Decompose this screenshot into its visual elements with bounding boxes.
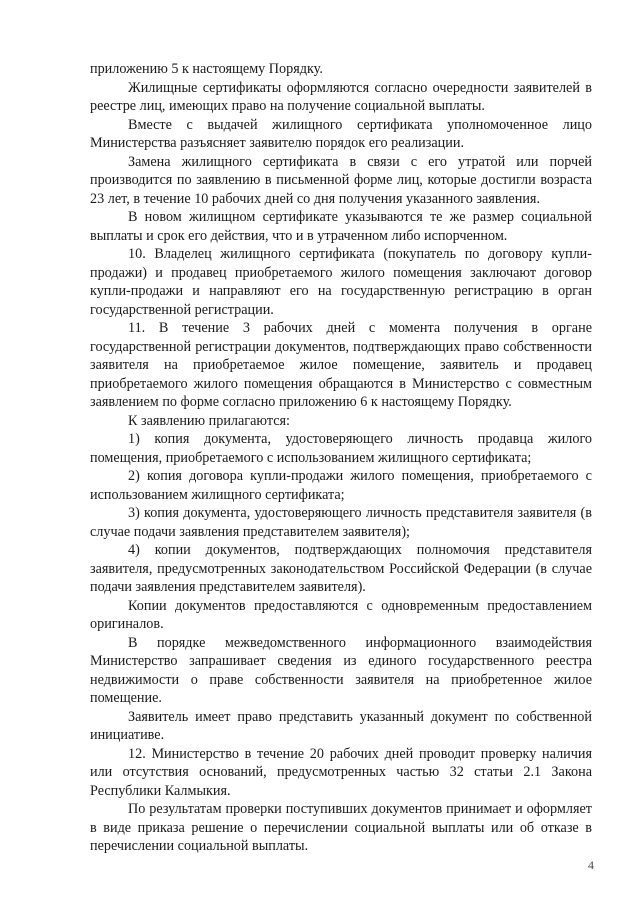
paragraph-item-12: 12. Министерство в течение 20 рабочих дней проводит проверку наличия или отсутствия оснований, предусмотренных частью 32 статьи 2.1 Закона Республики Калмыкия. bbox=[90, 745, 592, 799]
paragraph-continuation: приложению 5 к настоящему Порядку. bbox=[90, 61, 323, 77]
document-body bbox=[90, 60, 592, 856]
paragraph-replacement: Замена жилищного сертификата в связи с его утратой или порчей производится по заявлению в письменной форме лиц, которые достигли возраста 23 лет, в течение 10 рабочих дней со дня получения указанного заявления. bbox=[90, 153, 592, 207]
paragraph-attachment-4: 4) копии документов, подтверждающих полномочия представителя заявителя, предусмотренных законодательством Российской Федерации (в случае подачи заявления представителем заявителя). bbox=[90, 542, 592, 595]
paragraph-attachment-1: 1) копия документа, удостоверяющего личность продавца жилого помещения, приобретаемого с использованием жилищного сертификата; bbox=[90, 431, 592, 466]
paragraph-explanation: Вместе с выдачей жилищного сертификата уполномоченное лицо Министерства разъясняет заявителю порядок его реализации. bbox=[90, 116, 592, 151]
paragraph-certificates-issued: Жилищные сертификаты оформляются согласно очередности заявителей в реестре лиц, имеющих право на получение социальной выплаты. bbox=[90, 79, 592, 114]
paragraph-attachment-3: 3) копия документа, удостоверяющего личность представителя заявителя (в случае подачи заявления представителем заявителя); bbox=[90, 505, 592, 540]
paragraph-item-11: 11. В течение 3 рабочих дней с момента получения в органе государственной регистрации документов, подтверждающих право собственности заявителя на приобретаемое жилое помещение, заявитель и продавец приобретаемого жилого помещения обращаются в Министерство с совместным заявлением по форме согласно приложению 6 к настоящему Порядку. bbox=[90, 320, 592, 410]
paragraph-attachment-2: 2) копия договора купли-продажи жилого помещения, приобретаемого с использованием жилищного сертификата; bbox=[90, 468, 592, 503]
page-number: 4 bbox=[588, 858, 594, 872]
paragraph-decision: По результатам проверки поступивших документов принимает и оформляет в виде приказа решение о перечислении социальной выплаты или об отказе в перечислении социальной выплаты. bbox=[90, 801, 592, 854]
paragraph-applicant-right: Заявитель имеет право представить указанный документ по собственной инициативе. bbox=[90, 708, 592, 743]
paragraph-copies: Копии документов предоставляются с одновременным предоставлением оригиналов. bbox=[90, 597, 592, 632]
paragraph-interagency: В порядке межведомственного информационного взаимодействия Министерство запрашивает сведения из единого государственного реестра недвижимости о праве собственности заявителя на приобретенное жилое помещение. bbox=[90, 634, 592, 706]
paragraph-item-10: 10. Владелец жилищного сертификата (покупатель по договору купли-продажи) и продавец приобретаемого жилого помещения заключают договор купли-продажи и направляют его на государственную регистрацию в орган государственной регистрации. bbox=[90, 246, 592, 318]
paragraph-attachments-heading: К заявлению прилагаются: bbox=[128, 412, 290, 429]
paragraph-new-certificate: В новом жилищном сертификате указываются те же размер социальной выплаты и срок его действия, что и в утраченном либо испорченном. bbox=[90, 209, 592, 244]
